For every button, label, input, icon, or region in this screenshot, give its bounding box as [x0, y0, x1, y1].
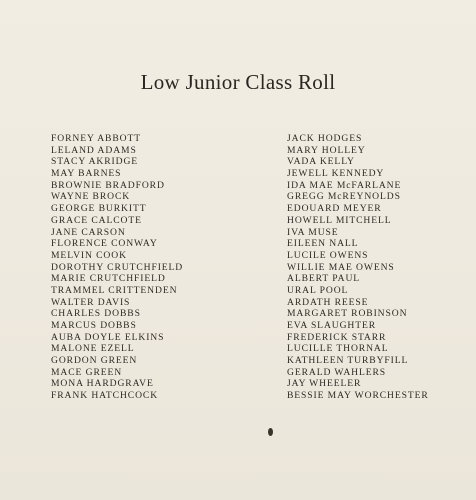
student-name: IVA MUSE: [287, 226, 339, 238]
student-name: GERALD WAHLERS: [287, 366, 387, 378]
student-name: JAY WHEELER: [287, 378, 362, 390]
student-name: MAY BARNES: [51, 168, 122, 180]
student-name: WAYNE BROCK: [51, 191, 131, 203]
student-name: EDOUARD MEYER: [287, 203, 382, 215]
student-name: ARDATH REESE: [287, 296, 369, 308]
student-name: HOWELL MITCHELL: [287, 214, 392, 226]
student-name: BESSIE MAY WORCHESTER: [287, 390, 429, 402]
student-name: FREDERICK STARR: [287, 331, 387, 343]
student-name: MELVIN COOK: [51, 249, 127, 261]
student-name: EILEEN NALL: [287, 238, 359, 250]
student-name: ALBERT PAUL: [287, 273, 361, 285]
student-name: BROWNIE BRADFORD: [51, 179, 165, 191]
student-name: WALTER DAVIS: [51, 296, 131, 308]
student-name: JANE CARSON: [51, 226, 126, 238]
student-name: IDA MAE McFARLANE: [287, 179, 402, 191]
student-name: STACY AKRIDGE: [51, 156, 139, 168]
student-name: MARY HOLLEY: [287, 144, 366, 156]
student-name: MACE GREEN: [51, 366, 123, 378]
student-name: GRACE CALCOTE: [51, 214, 142, 226]
student-name: JACK HODGES: [287, 133, 363, 144]
student-name: MARCUS DOBBS: [51, 320, 137, 331]
student-name: VADA KELLY: [287, 156, 355, 168]
student-name: WILLIE MAE OWENS: [287, 261, 395, 273]
student-name: MALONE EZELL: [51, 343, 135, 355]
ink-blot: [268, 428, 273, 436]
student-name: GREGG McREYNOLDS: [287, 191, 401, 203]
student-name: AUBA DOYLE ELKINS: [51, 331, 165, 343]
student-name: DOROTHY CRUTCHFIELD: [51, 261, 184, 273]
name-list-left: [51, 133, 183, 402]
student-name: KATHLEEN TURBYFILL: [287, 355, 409, 367]
student-name: TRAMMEL CRITTENDEN: [51, 284, 178, 296]
student-name: JEWELL KENNEDY: [287, 168, 385, 180]
student-name: EVA SLAUGHTER: [287, 320, 377, 331]
student-name: URAL POOL: [287, 284, 349, 296]
student-name: MONA HARDGRAVE: [51, 378, 154, 390]
name-list-right: [287, 133, 429, 402]
student-name: LUCILE OWENS: [287, 249, 369, 261]
student-name: MARGARET ROBINSON: [287, 308, 408, 320]
student-name: MARIE CRUTCHFIELD: [51, 273, 166, 285]
student-name: GORDON GREEN: [51, 355, 138, 367]
student-name: FLORENCE CONWAY: [51, 238, 158, 250]
page-title: Low Junior Class Roll: [140, 70, 336, 94]
student-name: LELAND ADAMS: [51, 144, 137, 156]
student-name: CHARLES DOBBS: [51, 308, 141, 320]
student-name: FORNEY ABBOTT: [51, 133, 141, 144]
student-name: LUCILLE THORNAL: [287, 343, 389, 355]
student-name: GEORGE BURKITT: [51, 203, 147, 215]
student-name: FRANK HATCHCOCK: [51, 390, 159, 402]
